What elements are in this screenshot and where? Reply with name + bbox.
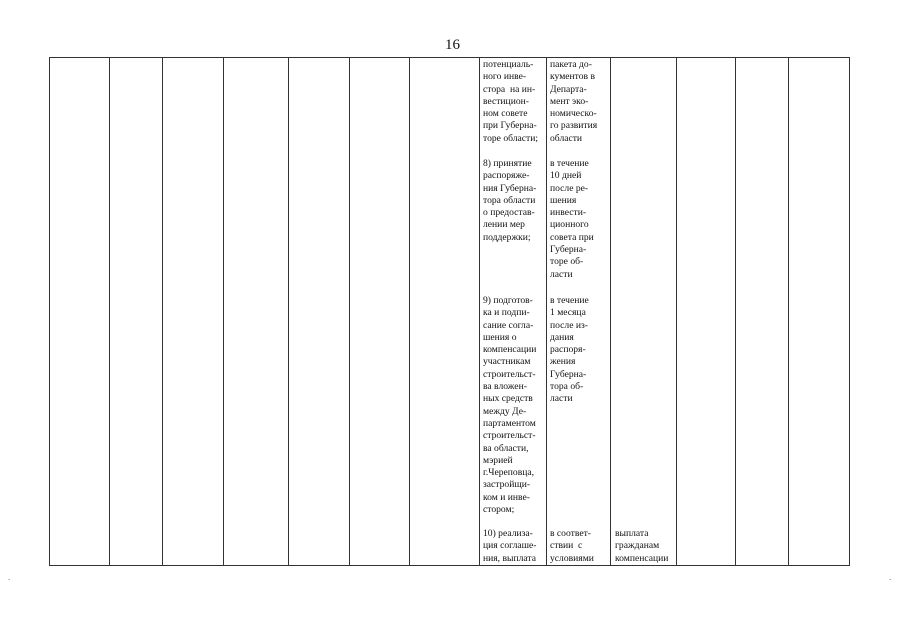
scan-tick-mark: .: [889, 572, 892, 582]
table-cell-deadline: пакета до- кументов в Департа- мент эко- номическо- го развития области: [550, 59, 598, 144]
table-cell-action: 9) подготов- ка и подпи- сание согла- шения о компенсации участникам строительст- ва вложен- ных средств между Де- партаментом строительст- ва области, мэрией г.Череповца, застройщи- ком и инве- стором;: [483, 295, 537, 516]
table-cell-action: 8) принятие распоряже- ния Губерна- тора области о предостав- лении мер поддержки;: [483, 158, 537, 243]
table-cell-action: 10) реализа- ция соглаше- ния, выплата: [483, 528, 537, 564]
column-divider: [288, 57, 289, 566]
column-divider: [479, 57, 480, 566]
table-cell-deadline: в соответ- ствии с условиями: [550, 528, 594, 564]
column-divider: [735, 57, 736, 566]
table-cell-result: выплата гражданам компенсации: [615, 528, 669, 564]
scan-tick-mark: .: [8, 572, 11, 582]
table-frame: [49, 57, 850, 566]
table-cell-deadline: в течение 10 дней после ре- шения инвести- ционного совета при Губерна- торе об- ласти: [550, 158, 594, 280]
column-divider: [610, 57, 611, 566]
column-divider: [162, 57, 163, 566]
column-divider: [223, 57, 224, 566]
column-divider: [676, 57, 677, 566]
page-number: 16: [445, 37, 460, 53]
column-divider: [349, 57, 350, 566]
column-divider: [788, 57, 789, 566]
table-cell-deadline: в течение 1 месяца после из- дания распоря- жения Губерна- тора об- ласти: [550, 295, 589, 405]
column-divider: [109, 57, 110, 566]
column-divider: [546, 57, 547, 566]
column-divider: [409, 57, 410, 566]
table-cell-action: потенциаль- ного инве- стора на ин- вестицион- ном совете при Губерна- торе области;: [483, 59, 539, 144]
